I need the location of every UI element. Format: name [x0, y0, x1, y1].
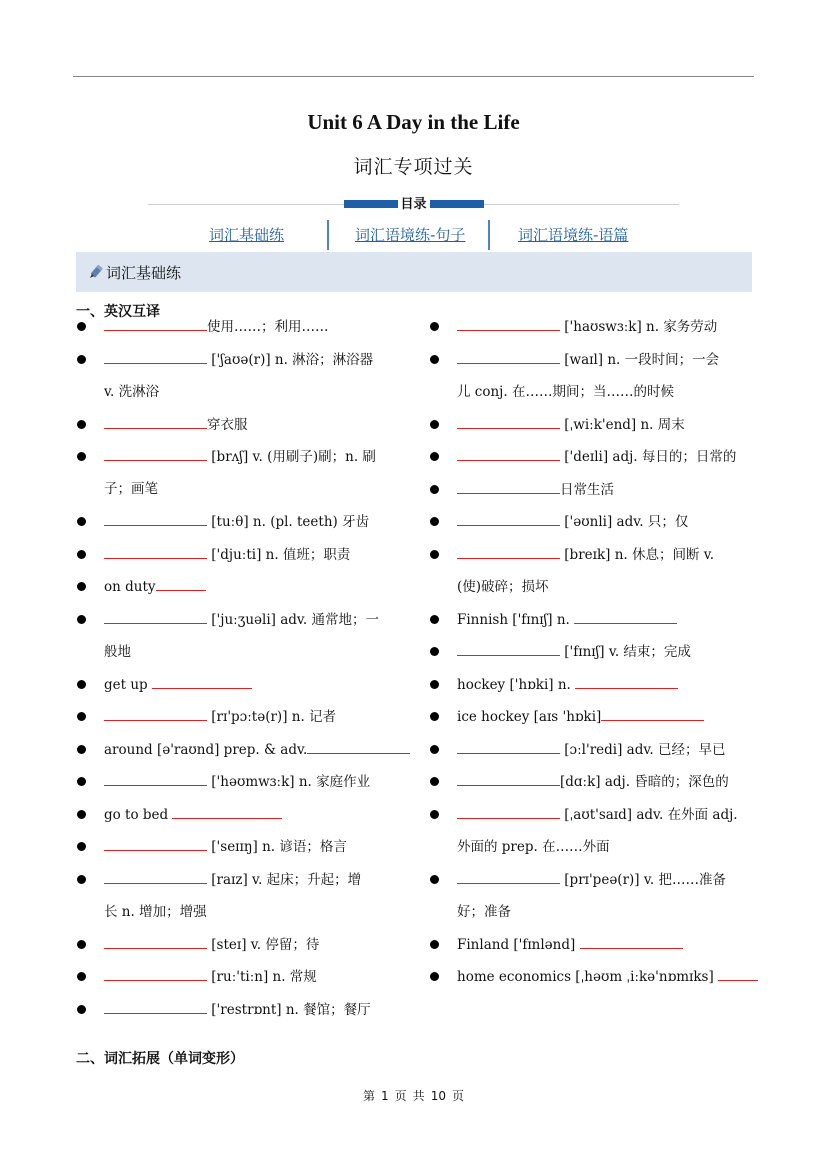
vocab-definition: 使用……；利用…… [207, 319, 329, 335]
vocab-word: go to bed [104, 807, 173, 823]
bullet-icon [77, 777, 86, 786]
vocab-definition: ['deɪli] adj. 每日的；日常的 [560, 449, 737, 465]
toc-link-basic[interactable]: 词汇基础练 [209, 226, 285, 244]
footer-text: 页 [394, 1089, 407, 1103]
part1-heading: 一、英汉互译 [76, 304, 160, 320]
bullet-icon [430, 355, 439, 364]
bullet-icon [430, 322, 439, 331]
vocab-definition-continued: 子；画笔 [104, 481, 158, 497]
bullet-icon [430, 420, 439, 429]
vocab-definition: [rɪ'pɔːtə(r)] n. 记者 [207, 709, 337, 725]
bullet-icon [77, 745, 86, 754]
answer-blank[interactable] [104, 604, 207, 624]
vocab-definition: [breɪk] n. 休息；间断 v. [560, 547, 715, 563]
vocab-definition: ['əʊnli] adv. 只；仅 [560, 514, 689, 530]
bullet-icon [430, 712, 439, 721]
answer-blank[interactable] [575, 669, 678, 689]
answer-blank[interactable] [457, 311, 560, 331]
total-pages: 10 [430, 1089, 446, 1103]
answer-blank[interactable] [457, 409, 560, 429]
vocab-item [457, 311, 717, 343]
vocab-word: home economics [ˌhəʊm ˌiːkə'nɒmɪks] [457, 969, 719, 985]
toc-separator [327, 220, 329, 250]
vocab-item [104, 409, 248, 441]
answer-blank[interactable] [104, 929, 207, 949]
vocab-definition: ['fɪnɪʃ] v. 结束；完成 [560, 644, 691, 660]
bullet-icon [77, 1005, 86, 1014]
vocab-definition-continued: 儿 conj. 在……期间；当……的时候 [457, 384, 674, 400]
vocab-word: Finland ['fɪnlənd] [457, 937, 580, 953]
vocab-definition: [brʌʃ] v. (用刷子)刷；n. 刷 [207, 449, 376, 465]
vocab-item [104, 831, 347, 863]
vocab-item [104, 311, 329, 343]
bullet-icon [77, 875, 86, 884]
answer-blank[interactable] [457, 441, 560, 461]
vocab-definition: [prɪ'peə(r)] v. 把……准备 [560, 872, 726, 888]
vocab-definition-continued: (使)破碎；损坏 [457, 579, 549, 595]
vocab-definition: 穿衣服 [207, 417, 248, 433]
vocab-definition-continued: 外面的 prep. 在……外面 [457, 839, 610, 855]
page-number: 1 [381, 1089, 389, 1103]
vocab-item [457, 604, 677, 636]
toc-link-sentence[interactable]: 词汇语境练-句子 [355, 226, 466, 244]
answer-blank[interactable] [457, 539, 560, 559]
vocab-definition: ['djuːti] n. 值班；职责 [207, 547, 351, 563]
answer-blank[interactable] [457, 864, 560, 884]
bullet-icon [77, 712, 86, 721]
vocab-item [457, 864, 726, 896]
footer-text: 共 [412, 1089, 425, 1103]
vocab-item [457, 734, 725, 766]
vocab-definition: [steɪ] v. 停留；待 [207, 937, 320, 953]
vocab-word: ice hockey [aɪs 'hɒki] [457, 709, 602, 725]
vocab-item [457, 474, 614, 506]
vocab-item [104, 669, 252, 701]
answer-blank[interactable] [104, 344, 207, 364]
footer-text: 第 [363, 1089, 376, 1103]
vocab-item [457, 409, 685, 441]
answer-blank[interactable] [104, 506, 207, 526]
answer-blank[interactable] [104, 539, 207, 559]
answer-blank[interactable] [104, 701, 207, 721]
bullet-icon [430, 452, 439, 461]
vocab-definition: ['seɪɪŋ] n. 谚语；格言 [207, 839, 347, 855]
vocab-item [104, 506, 369, 538]
answer-blank[interactable] [457, 474, 560, 494]
vocab-item [104, 539, 350, 571]
answer-blank[interactable] [718, 961, 758, 981]
bullet-icon [77, 322, 86, 331]
vocab-item [104, 571, 206, 603]
bullet-icon [430, 972, 439, 981]
answer-blank[interactable] [307, 734, 410, 754]
vocab-item [457, 636, 691, 668]
vocab-definition: 日常生活 [560, 482, 614, 498]
answer-blank[interactable] [104, 864, 207, 884]
page-subtitle: 词汇专项过关 [353, 156, 474, 178]
bullet-icon [430, 485, 439, 494]
vocab-item [104, 701, 336, 733]
bullet-icon [430, 875, 439, 884]
bullet-icon [430, 615, 439, 624]
vocab-definition: ['həʊmwɜːk] n. 家庭作业 [207, 774, 371, 790]
vocab-word: get up [104, 677, 152, 693]
answer-blank[interactable] [152, 669, 252, 689]
bullet-icon [430, 777, 439, 786]
answer-blank[interactable] [457, 799, 560, 819]
header-rule [73, 76, 754, 77]
bullet-icon [430, 517, 439, 526]
vocab-word: hockey ['hɒki] n. [457, 677, 576, 693]
toc-separator [488, 220, 490, 250]
bullet-icon [77, 810, 86, 819]
vocab-definition: ['haʊswɜːk] n. 家务劳动 [560, 319, 718, 335]
vocab-item [104, 766, 370, 798]
toc-links [0, 220, 827, 250]
answer-blank[interactable] [104, 961, 207, 981]
answer-blank[interactable] [457, 766, 560, 786]
bullet-icon [77, 972, 86, 981]
vocab-item [104, 604, 379, 636]
pencil-icon [88, 264, 104, 280]
toc-link-passage[interactable]: 词汇语境练-语篇 [518, 226, 629, 244]
bullet-icon [77, 582, 86, 591]
vocab-item [457, 961, 758, 993]
vocab-definition: [ruː'tiːn] n. 常规 [207, 969, 317, 985]
answer-blank[interactable] [104, 409, 207, 429]
bullet-icon [77, 680, 86, 689]
section-band [76, 252, 752, 292]
bullet-icon [77, 355, 86, 364]
answer-blank[interactable] [104, 311, 207, 331]
vocab-word: on duty [104, 579, 156, 595]
bullet-icon [77, 517, 86, 526]
answer-blank[interactable] [104, 831, 207, 851]
bullet-icon [77, 615, 86, 624]
answer-blank[interactable] [601, 701, 704, 721]
answer-blank[interactable] [457, 506, 560, 526]
answer-blank[interactable] [457, 636, 560, 656]
vocab-definition: [ˌaʊt'saɪd] adv. 在外面 adj. [560, 807, 738, 823]
part2-heading: 二、词汇拓展（单词变形） [76, 1051, 244, 1067]
answer-blank[interactable] [580, 929, 683, 949]
section-band-title: 词汇基础练 [106, 264, 182, 282]
bullet-icon [77, 550, 86, 559]
vocab-item [104, 864, 361, 896]
vocab-definition: ['restrɒnt] n. 餐馆；餐厅 [207, 1002, 371, 1018]
answer-blank[interactable] [156, 571, 206, 591]
vocab-item [457, 506, 688, 538]
vocab-definition: ['ʃaʊə(r)] n. 淋浴；淋浴器 [207, 352, 374, 368]
page-footer [0, 1087, 827, 1104]
vocab-item [457, 539, 714, 571]
answer-blank[interactable] [104, 994, 207, 1014]
answer-blank[interactable] [457, 734, 560, 754]
bullet-icon [430, 940, 439, 949]
unit-title: Unit 6 A Day in the Life [307, 110, 520, 134]
vocab-definition: [waɪl] n. 一段时间；一会 [560, 352, 720, 368]
vocab-item [457, 669, 678, 701]
bullet-icon [430, 680, 439, 689]
bullet-icon [430, 810, 439, 819]
vocab-item [104, 441, 376, 473]
vocab-item [457, 441, 736, 473]
vocab-item [104, 344, 373, 376]
vocab-definition-continued: 般地 [104, 644, 131, 660]
vocab-definition: [ɔːl'redi] adv. 已经；早已 [560, 742, 726, 758]
vocab-item [457, 799, 738, 831]
answer-blank[interactable] [104, 766, 207, 786]
vocab-definition-continued: 好；准备 [457, 904, 511, 920]
vocab-definition: [raɪz] v. 起床；升起；增 [207, 872, 362, 888]
bullet-icon [430, 550, 439, 559]
bullet-icon [430, 647, 439, 656]
answer-blank[interactable] [104, 441, 207, 461]
vocab-definition: [dɑːk] adj. 昏暗的；深色的 [560, 774, 729, 790]
bullet-icon [77, 420, 86, 429]
vocab-definition: [ˌwiːk'end] n. 周末 [560, 417, 685, 433]
vocab-item [104, 994, 371, 1026]
answer-blank[interactable] [172, 799, 282, 819]
bullet-icon [430, 745, 439, 754]
vocab-definition: [tuːθ] n. (pl. teeth) 牙齿 [207, 514, 370, 530]
toc-label: 目录 [400, 197, 427, 212]
answer-blank[interactable] [457, 344, 560, 364]
vocab-word: around [ə'raʊnd] prep. & adv. [104, 742, 308, 758]
vocab-item [457, 701, 704, 733]
vocab-item [457, 929, 683, 961]
vocab-item [104, 929, 319, 961]
vocab-definition-continued: v. 洗淋浴 [104, 384, 160, 400]
vocab-item [104, 799, 282, 831]
vocab-definition: ['juːʒuəli] adv. 通常地；一 [207, 612, 379, 628]
vocab-item [104, 961, 317, 993]
vocab-word: Finnish ['fɪnɪʃ] n. [457, 612, 575, 628]
vocab-item [457, 766, 729, 798]
vocab-item [457, 344, 719, 376]
bullet-icon [77, 940, 86, 949]
bullet-icon [77, 842, 86, 851]
vocab-item [104, 734, 410, 766]
answer-blank[interactable] [574, 604, 677, 624]
bullet-icon [77, 452, 86, 461]
vocab-definition-continued: 长 n. 增加；增强 [104, 904, 207, 920]
footer-text: 页 [451, 1089, 464, 1103]
